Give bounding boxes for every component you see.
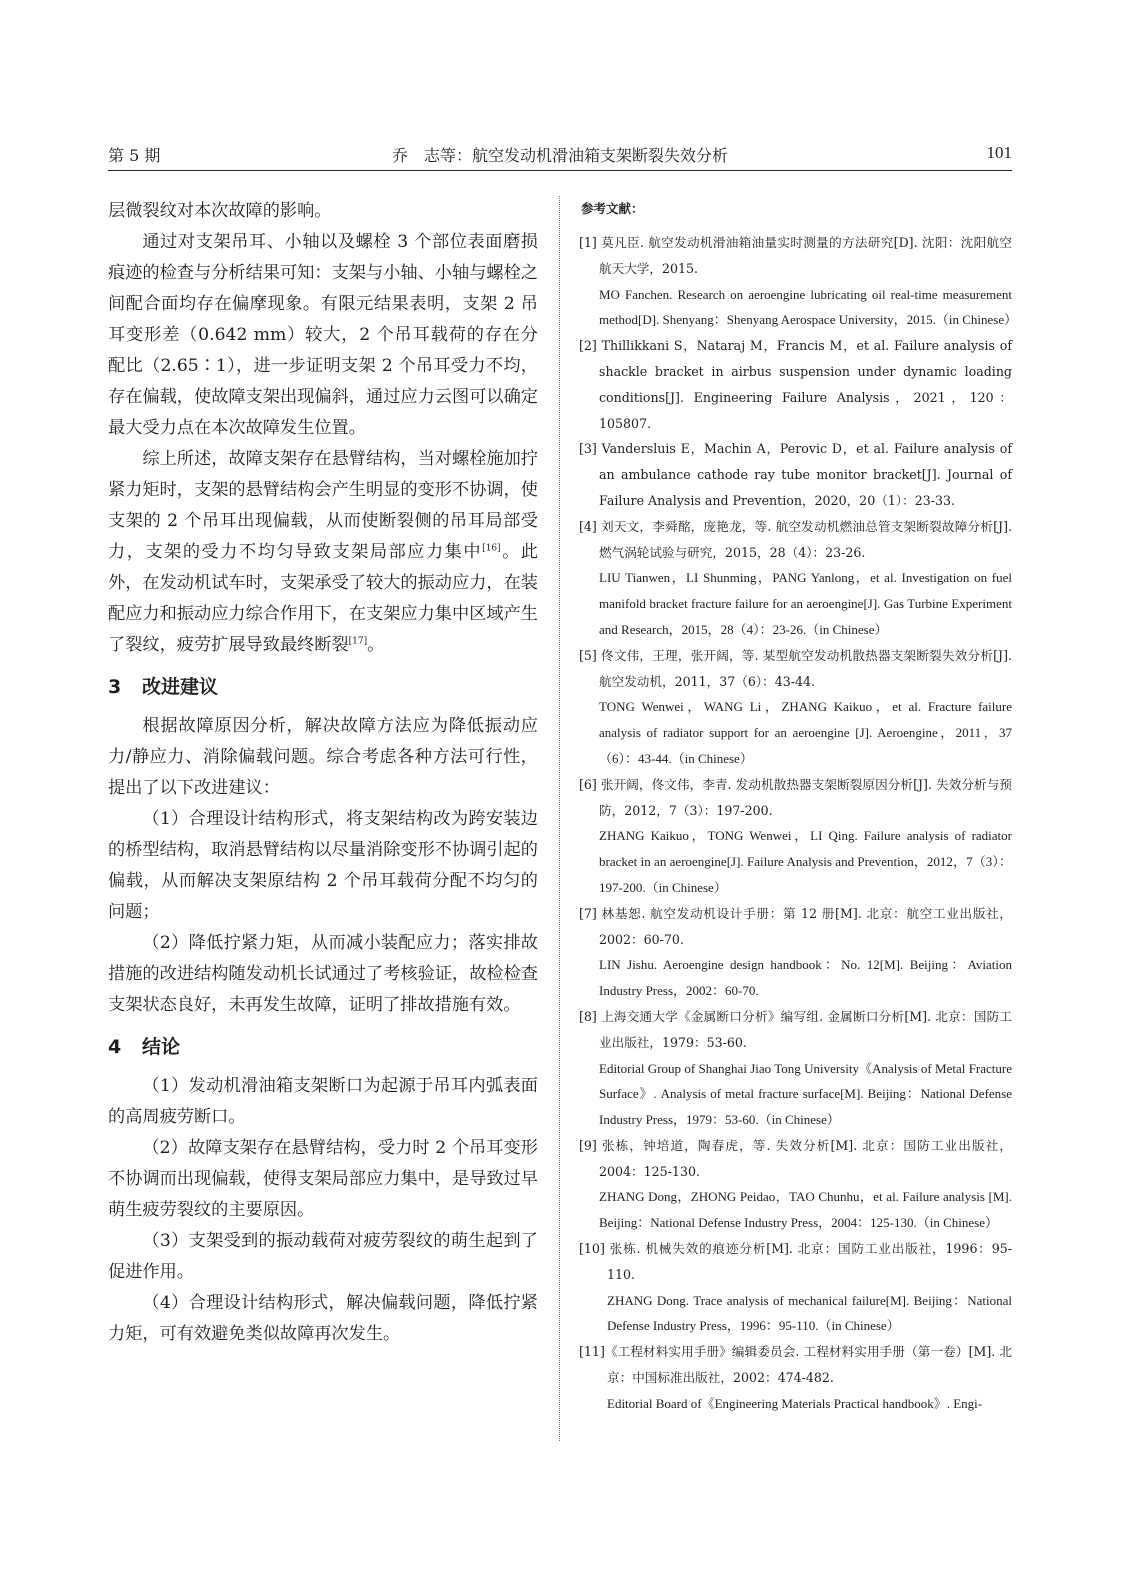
page-number: 101 [986,143,1012,162]
reference-item [579,1004,1012,1133]
paragraph: 层微裂纹对本次故障的影响。 [108,201,332,221]
reference-text: [5] 佟文伟，王理，张开阔，等. 某型航空发动机散热器支架断裂失效分析[J]. 航空发动机，2011，37（6）：43-44. [579,647,1012,689]
reference-item [579,436,1012,513]
reference-item [579,1339,1012,1416]
text-run: 。此外，在发动机试车时，支架承受了较大的振动应力，在装配应力和振动应力综合作用下，在支架应力集中区域产生了裂纹，疲劳扩展导致最终断裂 [108,542,538,655]
paragraph: （2）降低拧紧力矩，从而减小装配应力；落实排故措施的改进结构随发动机长试通过了考核验证，故检检查支架状态良好，未再发生故障，证明了排故措施有效。 [108,933,538,1015]
reference-item [579,1133,1012,1236]
section-number: 4 [108,1036,122,1058]
left-column [108,196,538,1350]
running-header [108,143,1012,167]
reference-item [579,333,1012,436]
section-number: 3 [108,676,122,698]
reference-translation: Editorial Board of《Engineering Materials Practical handbook》. Engi- [607,1395,983,1411]
reference-translation: Editorial Group of Shanghai Jiao Tong University《Analysis of Metal Fracture Surface》. Analysis of metal fracture surface[M]. Beijing：National Defense Industry Press，1979：53-60.（in Chinese） [599,1060,1012,1128]
paragraph: 根据故障原因分析，解决故障方法应为降低振动应力/静应力、消除偏载问题。综合考虑各种方法可行性，提出了以下改进建议： [108,716,538,798]
reference-translation: ZHANG Dong，ZHONG Peidao，TAO Chunhu，et al. Failure analysis [M]. Beijing：National Defense Industry Press，2004：125-130.（in Chinese） [599,1189,1012,1231]
reference-text: [2] Thillikkani S，Nataraj M，Francis M，et al. Failure analysis of shackle bracket in airbus suspension under dynamic loading conditions[J]. Engineering Failure Analysis，2021，120：105807. [579,338,1012,431]
section-title: 改进建议 [142,676,219,698]
text-run: 。 [367,635,385,655]
reference-translation: LIN Jishu. Aeroengine design handbook：No. 12[M]. Beijing：Aviation Industry Press，2002：60-70. [599,957,1012,999]
header-rule [108,170,1012,171]
reference-translation: ZHANG Dong. Trace analysis of mechanical failure[M]. Beijing：National Defense Industry Press，1996：95-110.（in Chinese） [607,1292,1012,1334]
citation[interactable]: [16] [482,543,501,554]
reference-text: [6] 张开阔，佟文伟，李青. 发动机散热器支架断裂原因分析[J]. 失效分析与预防，2012，7（3）：197-200. [579,776,1012,818]
paragraph: （2）故障支架存在悬臂结构，受力时 2 个吊耳变形不协调而出现偏载，使得支架局部应力集中，是导致过早萌生疲劳裂纹的主要原因。 [108,1138,538,1220]
reference-text: [1] 莫凡臣. 航空发动机滑油箱油量实时测量的方法研究[D]. 沈阳：沈阳航空航天大学，2015. [579,235,1012,276]
reference-text: [10] 张栋. 机械失效的痕迹分析[M]. 北京：国防工业出版社，1996：95-110. [579,1241,1012,1282]
reference-text: [11]《工程材料实用手册》编辑委员会. 工程材料实用手册（第一卷）[M]. 北京：中国标准出版社，2002：474-482. [579,1344,1012,1386]
section-title: 结论 [142,1036,181,1058]
paragraph: （3）支架受到的振动载荷对疲劳裂纹的萌生起到了促进作用。 [108,1231,538,1282]
reference-item [579,643,1012,772]
reference-translation: LIU Tianwen，LI Shunming，PANG Yanlong，et al. Investigation on fuel manifold bracket fracture failure for an aeroengine[J]. Gas Turbine Experiment and Research，2015，28（4）：23-26.（in Chinese） [599,570,1012,637]
reference-translation: MO Fanchen. Research on aeroengine lubricating oil real-time measurement method[D]. Shenyang：Shenyang Aerospace University，2015.（in Chinese） [599,286,1018,328]
reference-item [579,1236,1012,1339]
reference-text: [9] 张栋，钟培道，陶春虎，等. 失效分析[M]. 北京：国防工业出版社，2004：125-130. [579,1137,1012,1179]
paragraph [108,444,538,661]
reference-item [579,230,1018,333]
paragraph: （4）合理设计结构形式，解决偏载问题，降低拧紧力矩，可有效避免类似故障再次发生。 [108,1293,538,1344]
text-run: 综上所述，故障支架存在悬臂结构，当对螺栓施加拧紧力矩时，支架的悬臂结构会产生明显的变形不协调，使支架的 2 个吊耳出现偏载，从而使断裂侧的吊耳局部受力，支架的受力不均匀导致支架局部应力集中 [108,449,538,562]
issue-number: 第 5 期 [108,146,161,165]
column-divider [559,196,560,1441]
section-heading-4 [108,1033,538,1061]
reference-item [579,514,1012,643]
paragraph: 通过对支架吊耳、小轴以及螺栓 3 个部位表面磨损痕迹的检查与分析结果可知：支架与小轴、小轴与螺栓之间配合面均存在偏摩现象。有限元结果表明，支架 2 吊耳变形差（0.642 mm）较大，2 个吊耳载荷的存在分配比（2.65∶1），进一步证明支架 2 个吊耳受力不均，存在偏载，使故障支架出现偏斜，通过应力云图可以确定最大受力点在本次故障发生位置。 [108,232,538,438]
paragraph: （1）发动机滑油箱支架断口为起源于吊耳内弧表面的高周疲劳断口。 [108,1076,538,1127]
citation[interactable]: [17] [348,636,368,647]
reference-text: [7] 林基恕. 航空发动机设计手册：第 12 册[M]. 北京：航空工业出版社，2002：60-70. [579,905,1012,947]
reference-text: [4] 刘天文，李舜酩，庞艳龙，等. 航空发动机燃油总管支架断裂故障分析[J]. 燃气涡轮试验与研究，2015，28（4）：23-26. [579,518,1012,560]
reference-item [579,901,1012,1004]
references-title: 参考文献： [581,201,644,216]
paragraph: （1）合理设计结构形式，将支架结构改为跨安装边的桥型结构，取消悬臂结构以尽量消除变形不协调引起的偏载，从而解决支架原结构 2 个吊耳载荷分配不均匀的问题； [108,809,538,922]
references-column [579,200,1018,1417]
reference-item [579,772,1012,901]
reference-translation: TONG Wenwei，WANG Li，ZHANG Kaikuo，et al. Fracture failure analysis of radiator support for an aeroengine [J]. Aeroengine，2011，37（6）：43-44.（in Chinese） [599,699,1012,766]
reference-translation: ZHANG Kaikuo，TONG Wenwei，LI Qing. Failure analysis of radiator bracket in an aeroengine[J]. Failure Analysis and Prevention，2012，7（3）：197-200.（in Chinese） [599,828,1012,895]
section-heading-3 [108,673,538,701]
reference-text: [3] Vandersluis E，Machin A，Perovic D，et al. Failure analysis of an ambulance cathode ray tube monitor bracket[J]. Journal of Failure Analysis and Prevention，2020，20（1）：23-33. [579,441,1012,508]
running-title: 乔 志等：航空发动机滑油箱支架断裂失效分析 [391,146,728,165]
reference-text: [8] 上海交通大学《金属断口分析》编写组. 金属断口分析[M]. 北京：国防工业出版社，1979：53-60. [579,1008,1012,1050]
